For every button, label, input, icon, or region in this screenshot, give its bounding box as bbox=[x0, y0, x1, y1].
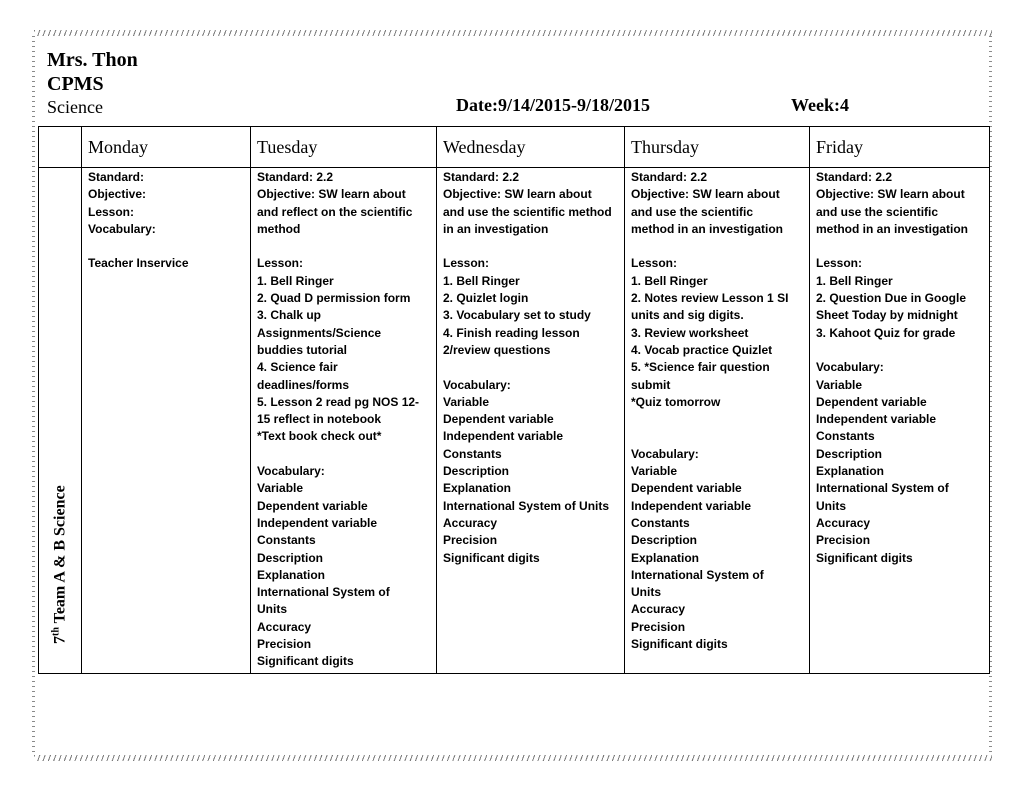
plan-line: Precision bbox=[816, 533, 871, 548]
plan-line: Accuracy bbox=[443, 515, 498, 530]
plan-line: Description bbox=[816, 446, 883, 461]
school-name: CPMS bbox=[47, 73, 104, 95]
plan-line: Units bbox=[631, 585, 661, 600]
plan-line: Lesson: bbox=[631, 256, 678, 271]
plan-line: Independent variable bbox=[257, 515, 378, 530]
plan-line: Units bbox=[257, 602, 287, 617]
plan-line: Precision bbox=[257, 637, 312, 652]
plan-line: buddies tutorial bbox=[257, 342, 347, 357]
plan-line bbox=[257, 238, 431, 255]
plan-line: and use the scientific bbox=[631, 204, 754, 219]
plan-line: Accuracy bbox=[257, 619, 312, 634]
plan-line bbox=[257, 446, 431, 463]
plan-line: 2. Question Due in Google bbox=[816, 291, 967, 306]
plan-line: Sheet Today by midnight bbox=[816, 308, 958, 323]
plan-line: Dependent variable bbox=[443, 412, 554, 427]
day-cell-tuesday bbox=[251, 168, 437, 674]
plan-line: Variable bbox=[257, 481, 304, 496]
plan-line: Standard: 2.2 bbox=[816, 170, 893, 184]
plan-line: submit bbox=[631, 377, 671, 392]
plan-line: in an investigation bbox=[443, 221, 549, 236]
day-header-monday: Monday bbox=[82, 127, 251, 168]
plan-line: Variable bbox=[816, 377, 863, 392]
plan-line: 3. Vocabulary set to study bbox=[443, 308, 591, 323]
day-header-friday: Friday bbox=[810, 127, 990, 168]
plan-line bbox=[631, 411, 804, 428]
plan-line: Significant digits bbox=[257, 654, 354, 669]
plan-line bbox=[443, 359, 619, 376]
table-row bbox=[39, 168, 990, 674]
plan-line: Constants bbox=[631, 515, 690, 530]
plan-line: Explanation bbox=[257, 567, 326, 582]
plan-line bbox=[631, 238, 804, 255]
plan-line: Constants bbox=[257, 533, 316, 548]
document-header bbox=[47, 48, 138, 118]
plan-line: 3. Kahoot Quiz for grade bbox=[816, 325, 956, 340]
plan-line: Assignments/Science bbox=[257, 325, 382, 340]
plan-line: 15 reflect in notebook bbox=[257, 412, 382, 427]
subject-name: Science bbox=[47, 97, 103, 117]
plan-line bbox=[88, 238, 245, 255]
plan-line: 1. Bell Ringer bbox=[257, 273, 334, 288]
day-header-thursday: Thursday bbox=[625, 127, 810, 168]
page-border-left bbox=[32, 36, 35, 755]
plan-line: Dependent variable bbox=[816, 394, 927, 409]
plan-line: Objective: SW learn about bbox=[257, 187, 406, 202]
plan-line: Objective: SW learn about bbox=[631, 187, 780, 202]
plan-line: International System of Units bbox=[443, 498, 610, 513]
plan-line: Constants bbox=[443, 446, 502, 461]
plan-line: and use the scientific bbox=[816, 204, 939, 219]
plan-line: Explanation bbox=[816, 464, 885, 479]
plan-line: Independent variable bbox=[631, 498, 752, 513]
plan-line: method in an investigation bbox=[631, 221, 784, 236]
plan-line: Objective: bbox=[88, 187, 147, 202]
plan-line: Description bbox=[443, 464, 510, 479]
plan-line: Precision bbox=[443, 533, 498, 548]
table-header-row bbox=[39, 127, 990, 168]
day-header-tuesday: Tuesday bbox=[251, 127, 437, 168]
plan-line: Vocabulary: bbox=[816, 360, 884, 375]
plan-line: Dependent variable bbox=[257, 498, 368, 513]
plan-line: Teacher Inservice bbox=[88, 256, 189, 271]
plan-line: 5. Lesson 2 read pg NOS 12- bbox=[257, 394, 420, 409]
plan-line: units and sig digits. bbox=[631, 308, 744, 323]
plan-line: 4. Finish reading lesson bbox=[443, 325, 580, 340]
plan-line: 2/review questions bbox=[443, 342, 551, 357]
plan-line: 5. *Science fair question bbox=[631, 360, 770, 375]
plan-line: 2. Quad D permission form bbox=[257, 291, 411, 306]
plan-line: Precision bbox=[631, 619, 686, 634]
plan-line: Standard: bbox=[88, 170, 145, 184]
plan-line bbox=[816, 238, 984, 255]
plan-line: 2. Quizlet login bbox=[443, 291, 529, 306]
day-cell-thursday bbox=[625, 168, 810, 674]
plan-line: Vocabulary: bbox=[257, 464, 325, 479]
plan-line: Constants bbox=[816, 429, 875, 444]
plan-line: Standard: 2.2 bbox=[631, 170, 708, 184]
plan-line: Accuracy bbox=[631, 602, 686, 617]
lesson-plan-table bbox=[38, 126, 990, 674]
plan-line: deadlines/forms bbox=[257, 377, 350, 392]
plan-line: Dependent variable bbox=[631, 481, 742, 496]
week-number: Week:4 bbox=[791, 95, 849, 115]
row-label-cell bbox=[39, 168, 82, 674]
plan-line: 3. Review worksheet bbox=[631, 325, 749, 340]
plan-line: 4. Vocab practice Quizlet bbox=[631, 342, 773, 357]
plan-line: 2. Notes review Lesson 1 SI bbox=[631, 291, 789, 306]
plan-line: Variable bbox=[443, 394, 490, 409]
page-border-top bbox=[34, 30, 992, 36]
date-range: Date:9/14/2015-9/18/2015 bbox=[456, 95, 650, 115]
plan-line: method in an investigation bbox=[816, 221, 969, 236]
plan-line: Significant digits bbox=[816, 550, 913, 565]
plan-line: 1. Bell Ringer bbox=[816, 273, 893, 288]
plan-line: 3. Chalk up bbox=[257, 308, 322, 323]
day-cell-monday bbox=[82, 168, 251, 674]
plan-line: Explanation bbox=[443, 481, 512, 496]
plan-line: *Quiz tomorrow bbox=[631, 394, 721, 409]
plan-line: Independent variable bbox=[816, 412, 937, 427]
day-header-wednesday: Wednesday bbox=[437, 127, 625, 168]
plan-line: International System of bbox=[257, 585, 390, 600]
plan-line: and reflect on the scientific bbox=[257, 204, 413, 219]
class-label: 7th Team A & B Science bbox=[50, 484, 69, 644]
plan-line: method bbox=[257, 221, 301, 236]
teacher-name: Mrs. Thon bbox=[47, 49, 138, 71]
day-cell-friday bbox=[810, 168, 990, 674]
plan-line: Lesson: bbox=[816, 256, 863, 271]
plan-line bbox=[443, 238, 619, 255]
plan-line: Lesson: bbox=[443, 256, 490, 271]
plan-line: International System of bbox=[816, 481, 949, 496]
plan-line: Significant digits bbox=[443, 550, 540, 565]
plan-line: Objective: SW learn about bbox=[443, 187, 592, 202]
plan-line: Units bbox=[816, 498, 846, 513]
day-cell-wednesday bbox=[437, 168, 625, 674]
plan-line: Standard: 2.2 bbox=[443, 170, 520, 184]
plan-line: Standard: 2.2 bbox=[257, 170, 334, 184]
plan-line: and use the scientific method bbox=[443, 204, 612, 219]
plan-line: Explanation bbox=[631, 550, 700, 565]
plan-line: Lesson: bbox=[257, 256, 304, 271]
plan-line: Description bbox=[257, 550, 324, 565]
page-border-bottom bbox=[34, 755, 992, 761]
plan-line: Lesson: bbox=[88, 204, 135, 219]
plan-line: Significant digits bbox=[631, 637, 728, 652]
plan-line: International System of bbox=[631, 567, 764, 582]
plan-line bbox=[816, 342, 984, 359]
plan-line: Independent variable bbox=[443, 429, 564, 444]
plan-line: 1. Bell Ringer bbox=[631, 273, 708, 288]
plan-line: Objective: SW learn about bbox=[816, 187, 965, 202]
plan-line: Vocabulary: bbox=[631, 446, 699, 461]
plan-line: Description bbox=[631, 533, 698, 548]
plan-line bbox=[631, 428, 804, 445]
plan-line: Accuracy bbox=[816, 515, 871, 530]
plan-line: 4. Science fair bbox=[257, 360, 338, 375]
plan-line: Vocabulary: bbox=[443, 377, 511, 392]
plan-line: *Text book check out* bbox=[257, 429, 382, 444]
plan-line: Vocabulary: bbox=[88, 221, 156, 236]
plan-line: Variable bbox=[631, 464, 678, 479]
plan-line: 1. Bell Ringer bbox=[443, 273, 520, 288]
corner-cell bbox=[39, 127, 82, 168]
